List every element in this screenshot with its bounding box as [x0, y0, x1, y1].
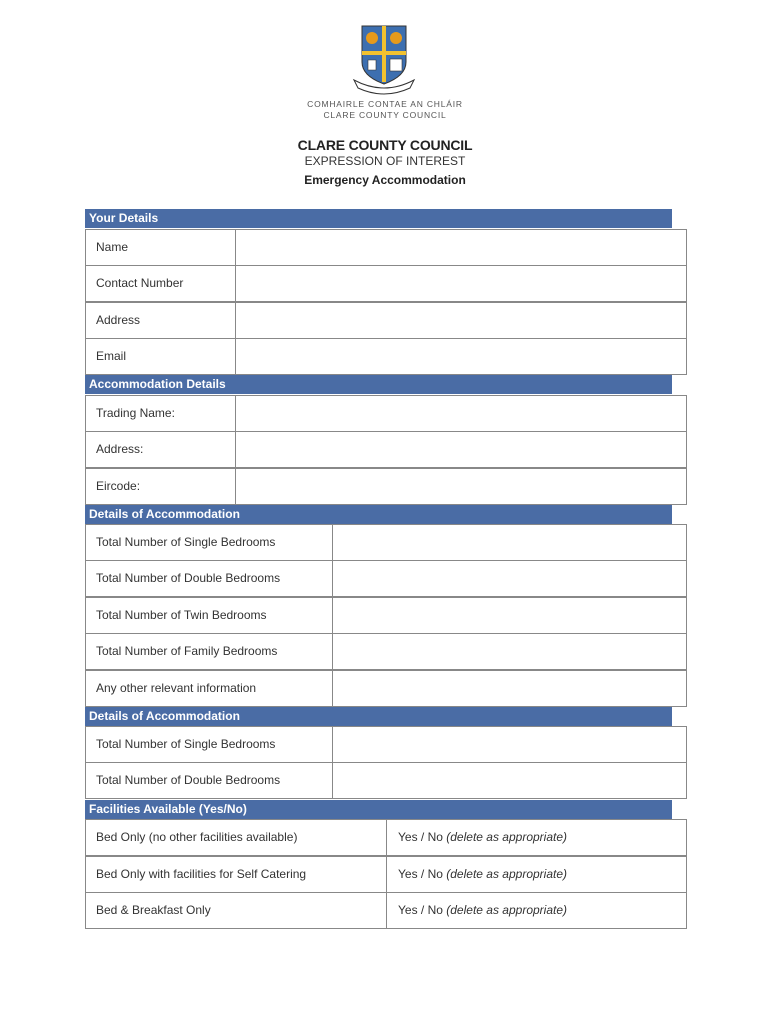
delete-note: (delete as appropriate): [446, 830, 568, 844]
form-row-name[interactable]: [85, 229, 687, 266]
yes-no-value: Yes / No (delete as appropriate): [398, 867, 568, 881]
form-row-trading-name[interactable]: [85, 395, 687, 432]
field-label: Total Number of Double Bedrooms: [96, 773, 281, 787]
field-label: Email: [96, 349, 127, 363]
field-label: Any other relevant information: [96, 681, 257, 695]
field-label: Total Number of Twin Bedrooms: [96, 608, 267, 622]
yes-no-value: Yes / No (delete as appropriate): [398, 903, 568, 917]
field-label: Address:: [96, 442, 144, 456]
cell-divider: [235, 339, 236, 374]
page-title: CLARE COUNTY COUNCIL: [297, 137, 473, 153]
field-label: Total Number of Single Bedrooms: [96, 737, 276, 751]
council-irish-name: COMHAIRLE CONTAE AN CHLÁIR: [307, 99, 463, 109]
form-row-email[interactable]: [85, 338, 687, 375]
form-row-family-bedrooms[interactable]: [85, 633, 687, 670]
form-row-bed-and-breakfast[interactable]: [85, 892, 687, 929]
cell-divider: [332, 598, 333, 633]
field-label: Total Number of Family Bedrooms: [96, 644, 278, 658]
form-row-single-bedrooms-2[interactable]: [85, 726, 687, 763]
section-header-facilities: Facilities Available (Yes/No): [85, 800, 672, 819]
field-label: Total Number of Single Bedrooms: [96, 535, 276, 549]
yes-no-value: Yes / No (delete as appropriate): [398, 830, 568, 844]
field-label: Bed Only (no other facilities available): [96, 830, 298, 844]
form-row-other-information[interactable]: [85, 670, 687, 707]
clare-county-council-crest-icon: [352, 24, 416, 96]
form-row-single-bedrooms[interactable]: [85, 524, 687, 561]
cell-divider: [332, 727, 333, 762]
cell-divider: [235, 396, 236, 431]
form-row-eircode[interactable]: [85, 468, 687, 505]
cell-divider: [235, 266, 236, 301]
form-row-double-bedrooms[interactable]: [85, 560, 687, 597]
form-row-contact-number[interactable]: [85, 265, 687, 302]
cell-divider: [235, 230, 236, 265]
cell-divider: [332, 561, 333, 596]
cell-divider: [235, 303, 236, 338]
page-subtitle: EXPRESSION OF INTEREST: [304, 154, 466, 168]
cell-divider: [386, 857, 387, 892]
form-row-self-catering[interactable]: [85, 856, 687, 893]
section-header-details-of-accommodation-2: Details of Accommodation: [85, 707, 672, 726]
cell-divider: [332, 525, 333, 560]
cell-divider: [386, 893, 387, 928]
delete-note: (delete as appropriate): [446, 867, 568, 881]
cell-divider: [332, 671, 333, 706]
section-header-details-of-accommodation: Details of Accommodation: [85, 505, 672, 524]
form-row-address[interactable]: [85, 302, 687, 339]
field-label: Contact Number: [96, 276, 184, 290]
section-header-your-details: Your Details: [85, 209, 672, 228]
field-label: Name: [96, 240, 129, 254]
field-label: Bed Only with facilities for Self Catering: [96, 867, 307, 881]
field-label: Total Number of Double Bedrooms: [96, 571, 281, 585]
form-row-accommodation-address[interactable]: [85, 431, 687, 468]
field-label: Bed & Breakfast Only: [96, 903, 211, 917]
delete-note: (delete as appropriate): [446, 903, 568, 917]
form-row-twin-bedrooms[interactable]: [85, 597, 687, 634]
field-label: Trading Name:: [96, 406, 175, 420]
cell-divider: [332, 634, 333, 669]
cell-divider: [235, 432, 236, 467]
cell-divider: [386, 820, 387, 855]
page-subtitle-secondary: Emergency Accommodation: [304, 173, 466, 187]
section-header-accommodation-details: Accommodation Details: [85, 375, 672, 394]
field-label: Address: [96, 313, 141, 327]
cell-divider: [332, 763, 333, 798]
form-row-bed-only[interactable]: [85, 819, 687, 856]
field-label: Eircode:: [96, 479, 141, 493]
cell-divider: [235, 469, 236, 504]
council-english-name: CLARE COUNTY COUNCIL: [323, 110, 447, 120]
form-row-double-bedrooms-2[interactable]: [85, 762, 687, 799]
